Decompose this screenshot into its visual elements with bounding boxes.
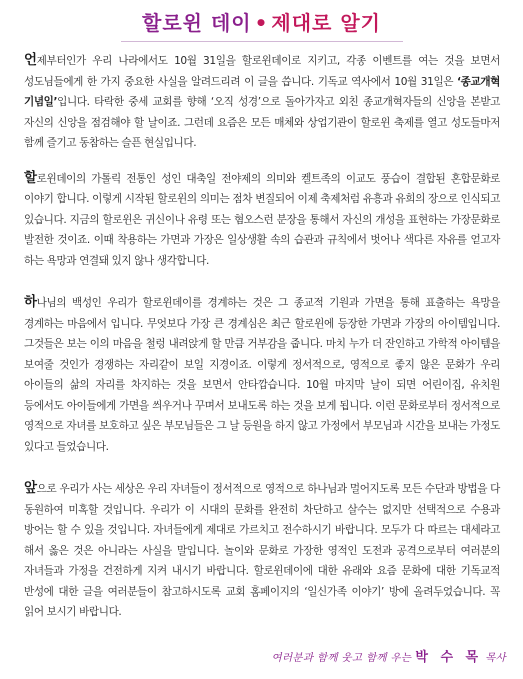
reformation-day-emphasis: ‘종교개혁 기념일’ bbox=[24, 75, 500, 108]
signature-motto: 여러분과 함께 웃고 함께 우는 bbox=[271, 652, 412, 664]
article-body bbox=[24, 50, 500, 637]
paragraph-1-initial: 언 bbox=[24, 52, 37, 68]
paragraph-2 bbox=[24, 168, 500, 272]
title-separator-dot: • bbox=[254, 11, 269, 35]
page-title bbox=[0, 10, 523, 36]
paragraph-4 bbox=[24, 478, 500, 623]
paragraph-1-text-start: 제부터인가 우리 나라에서도 10월 31일을 할로윈데이로 지키고, 각종 이벤트를 여는 것을 보면서 성도님들에게 한 가지 중요한 사실을 알려드리려 이 글을 씁니다. 기독교 역사에서 10월 31일은 bbox=[24, 55, 500, 88]
paragraph-1 bbox=[24, 50, 500, 154]
signature-name: 박 수 목 bbox=[415, 650, 483, 665]
paragraph-3-text: 나님의 백성인 우리가 할로윈데이를 경계하는 것은 그 종교적 기원과 가면을 통해 표출하는 욕망을 경계하는 마음에서 입니다. 무엇보다 가장 큰 경계심은 최근 할로윈에 등장한 가면과 가장의 아이템입니다. 그것들은 보는 이의 마음을 철렁 내려앉게 할 만큼 거부감을 줍니다. 마치 누가 더 잔인하고 가학적 아이템을 보여줄 것인가 경쟁하는 자리같이 보일 지경이죠. 이렇게 정서적으로, 영적으로 좋지 않은 문화가 우리 아이들의 삶의 자리를 차지하는 것을 보면서 안타깝습니다. 10월 마지막 날이 되면 어린이집, 유치원 등에서도 아이들에게 가면을 씌우거나 꾸며서 보내도록 하는 것을 보게 됩니다. 이런 문화로부터 정서적으로 영적으로 자녀를 보호하고 싶은 부모님들은 그 날 등원을 하지 않고 가정에서 부모님과 시간을 보내는 가정도 있다고 들었습니다. bbox=[24, 297, 500, 453]
paragraph-1-text-end: 입니다. 타락한 중세 교회를 향해 ‘오직 성경’으로 돌아가자고 외친 종교개혁자들의 신앙을 본받고 자신의 신앙을 점검해야 할 날이죠. 그런데 요즘은 모든 매체와 상업기관이 할로윈 축제를 열고 성도들마저 함께 즐기고 동참하는 슬픈 현실입니다. bbox=[24, 96, 500, 149]
paragraph-4-text: 으로 우리가 사는 세상은 우리 자녀들이 정서적으로 영적으로 하나님과 멀어지도록 모든 수단과 방법을 다 동원하여 미혹할 것입니다. 우리가 이 시대의 문화를 완전히 차단하고 살수는 없지만 선택적으로 수용과 방어는 할 수 있을 것입니다. 자녀들에게 제대로 가르치고 전수하시기 바랍니다. 모두가 다 따르는 대세라고 해서 옳은 것은 아니라는 사실을 말입니다. 놀이와 문화로 가장한 영적인 도전과 공격으로부터 여러분의 자녀들과 가정을 건전하게 지켜 내시기 바랍니다. 할로윈데이에 대한 유래와 요즘 문화에 대한 기독교적 반성에 대한 글을 여러분들이 참고하시도록 교회 홈페이지의 ‘일신가족 이야기’ 방에 올려두었습니다. 꼭 읽어 보시기 바랍니다. bbox=[24, 483, 500, 618]
paragraph-3-initial: 하 bbox=[24, 294, 37, 310]
title-part-halloween-day: 할로윈 데이 bbox=[142, 11, 252, 35]
title-divider bbox=[121, 41, 403, 42]
signature-role: 목사 bbox=[485, 652, 506, 664]
pastor-signature bbox=[272, 646, 507, 665]
paragraph-2-initial: 할 bbox=[24, 169, 37, 186]
paragraph-2-text: 로윈데이의 가톨릭 전통인 성인 대축일 전야제의 의미와 켈트족의 이교도 풍습이 결합된 혼합문화로 이야기 합니다. 이렇게 시작된 할로윈의 의미는 점차 변질되어 이제 축제처럼 유흥과 유희의 장으로 인식되고 있습니다. 지금의 할로윈은 귀신이나 유령 또는 혐오스런 분장을 통해서 자신의 개성을 표현하는 가장문화로 발전한 것이죠. 이때 착용하는 가면과 가장은 일상생활 속의 습관과 규칙에서 벗어나 색다른 자유를 얻고자 하는 욕망과 연결돼 있지 않나 생각합니다. bbox=[24, 172, 500, 267]
paragraph-3 bbox=[24, 292, 500, 457]
title-part-know-properly: 제대로 알기 bbox=[271, 11, 381, 35]
paragraph-4-initial: 앞 bbox=[24, 480, 37, 496]
